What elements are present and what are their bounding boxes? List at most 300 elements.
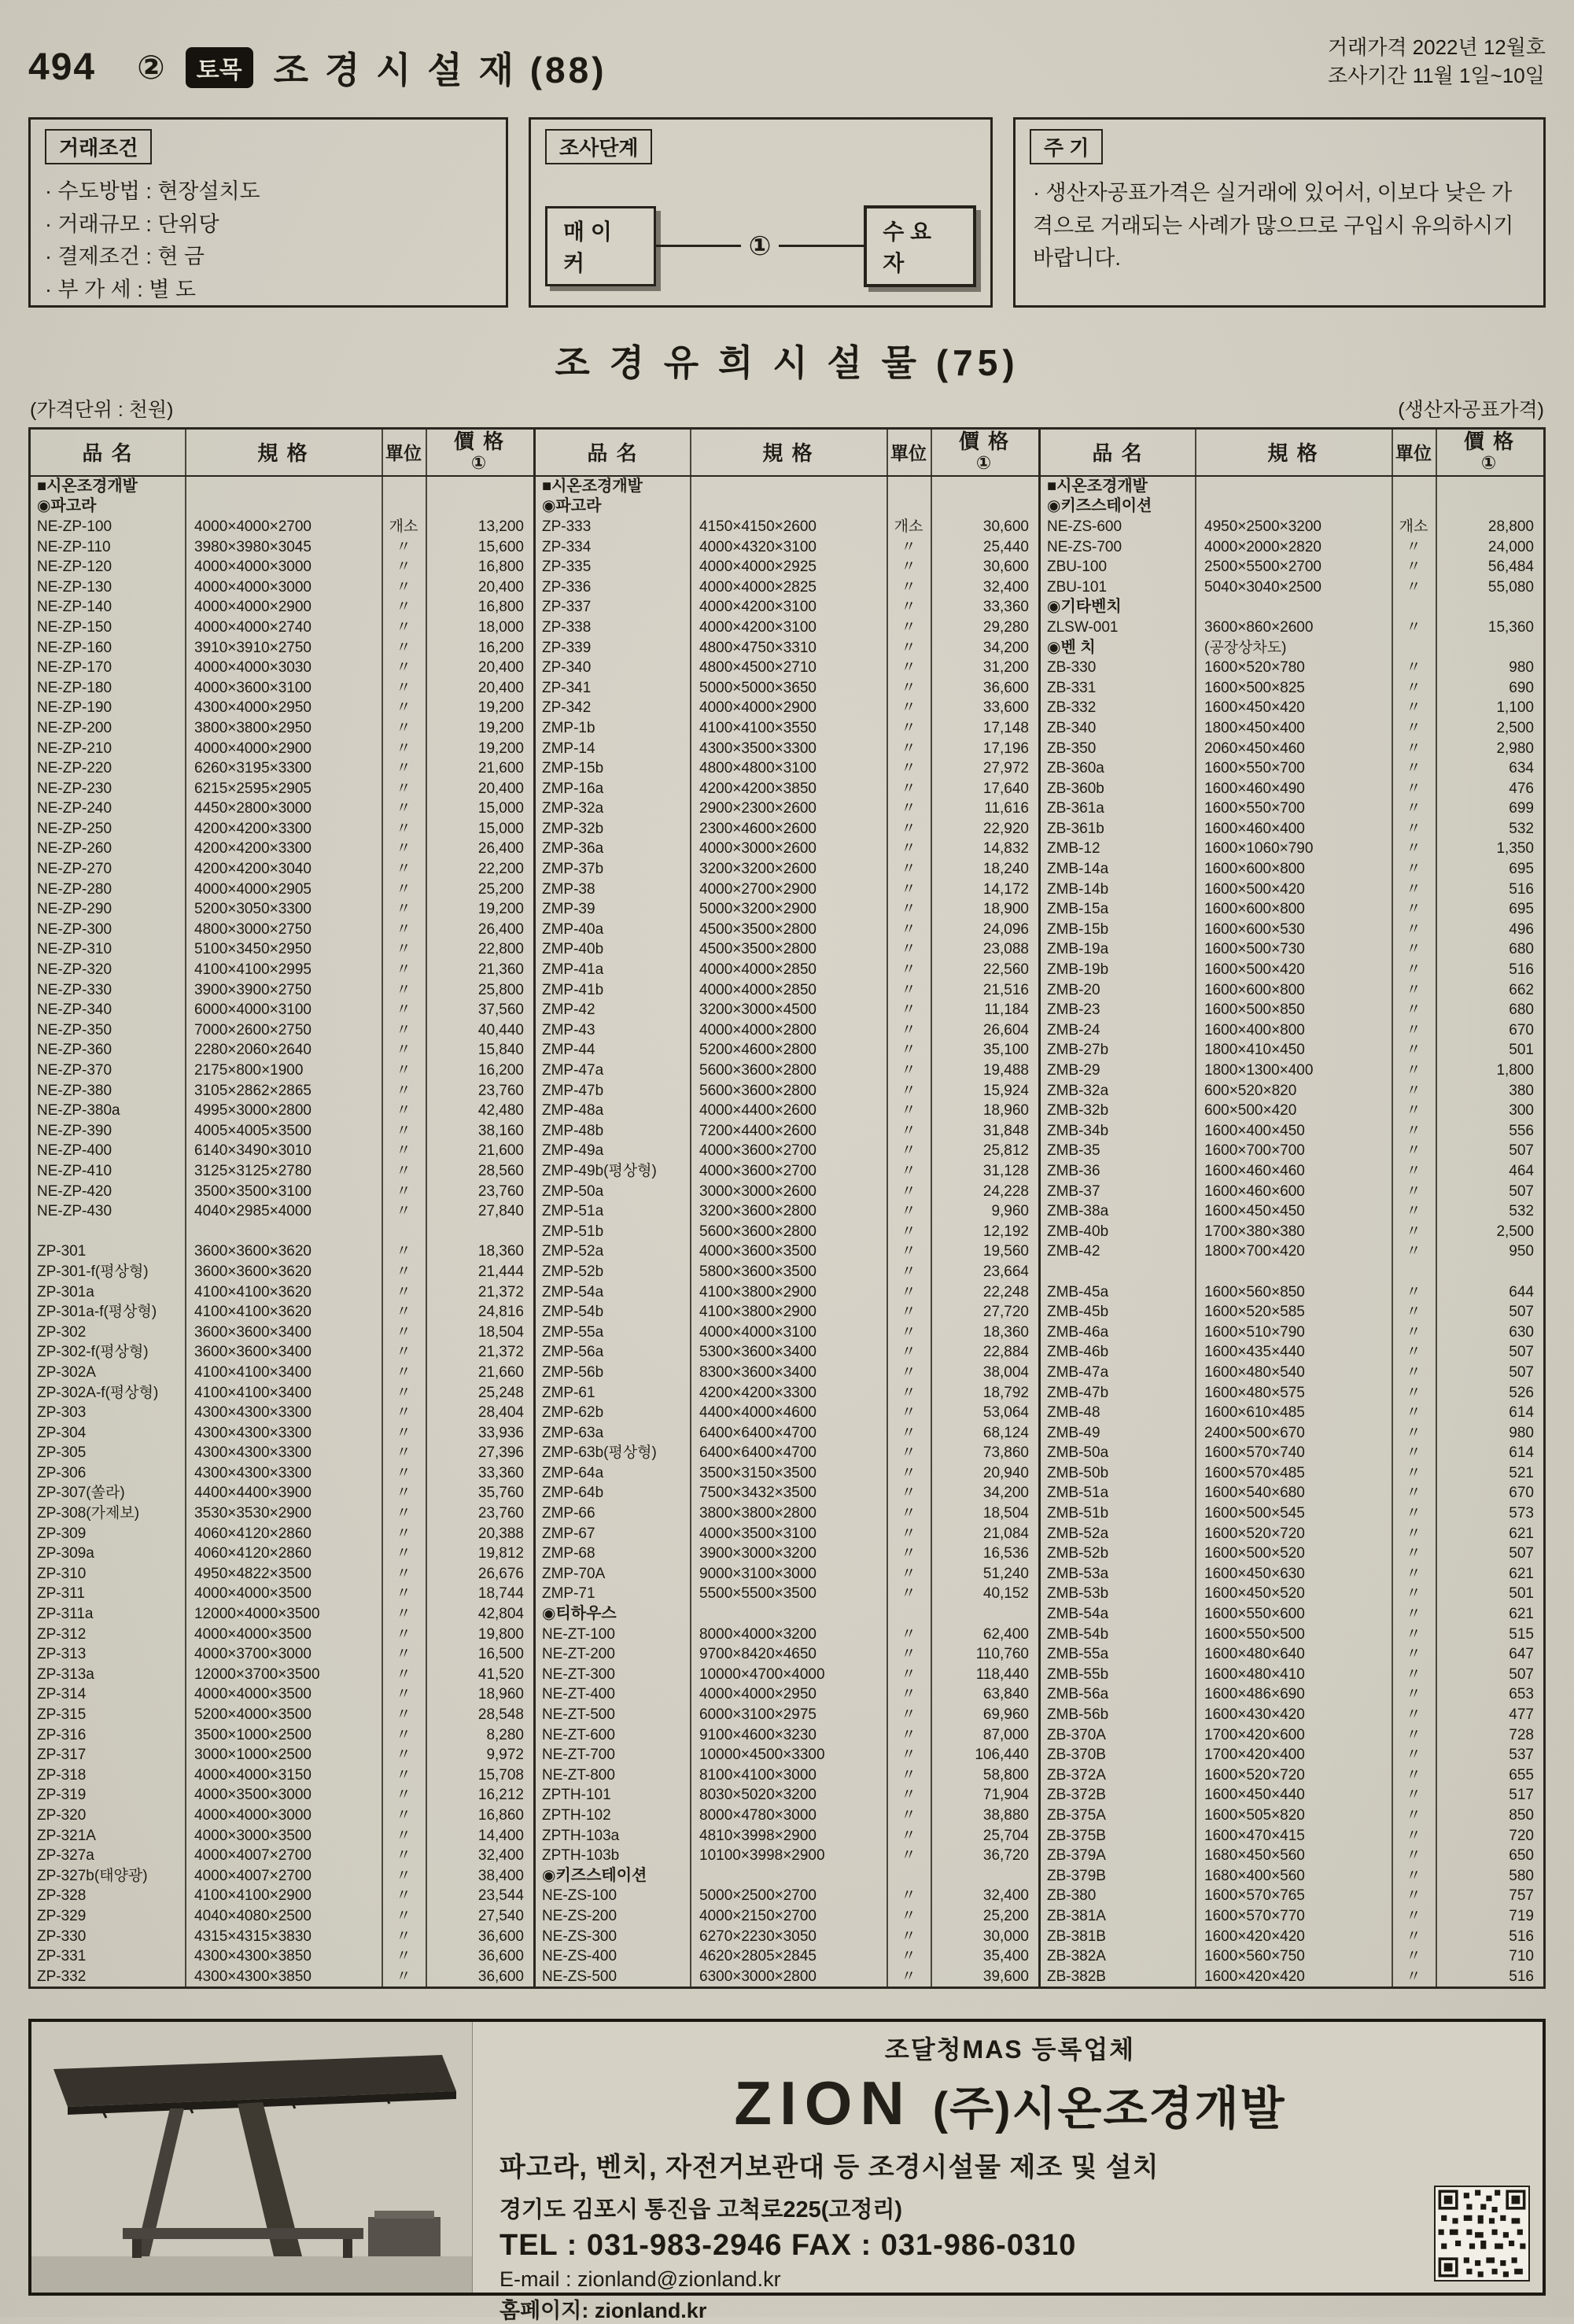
unit-cell: 〃 [396,1968,411,1985]
unit-cell: 〃 [396,820,411,837]
unit-cell: 〃 [396,1122,411,1139]
unit-cell [382,496,426,517]
item-code-cell: ZMP-52b [542,1263,604,1280]
spec-cell: 10000×4700×4000 [699,1666,825,1683]
unit-cell: 〃 [901,780,916,797]
price-cell: 21,360 [477,961,524,979]
price-cell: 380 [1509,1082,1534,1099]
item-code-cell: ZPTH-102 [542,1806,611,1824]
survey-flow-diagram [545,205,976,287]
price-cell: 71,904 [982,1787,1029,1804]
unit-cell: 〃 [901,901,916,918]
spec-cell: 7000×2600×2750 [194,1021,311,1038]
unit-cell: 〃 [901,760,916,777]
table-row [31,1806,533,1826]
qr-code [1434,2186,1530,2282]
item-code-cell: ZP-320 [37,1806,87,1824]
table-row [31,638,533,658]
unit-cell: 〃 [1406,719,1421,736]
unit-cell: 〃 [1406,901,1421,918]
table-row [536,1262,1038,1282]
table-row [536,1564,1038,1584]
flow-line [779,245,864,247]
unit-cell: 〃 [396,920,411,938]
price-cell: 25,800 [477,981,524,998]
spec-cell: 3600×3600×3400 [194,1323,311,1341]
item-code-cell: ZB-375B [1047,1827,1106,1844]
spec-cell: 3200×3200×2600 [699,861,816,878]
table-row [536,1463,1038,1484]
table-row [31,557,533,577]
price-cell: 34,200 [982,639,1029,656]
price-cell: 18,960 [982,1102,1029,1120]
spec-cell: 2300×4600×2600 [699,820,816,837]
price-cell: 42,480 [477,1102,524,1120]
table-row [1041,1463,1543,1484]
spec-cell: 4000×4000×3030 [194,659,311,677]
price-cell: 41,520 [477,1666,524,1683]
unit-cell: 〃 [396,1142,411,1160]
item-code-cell: ZMP-37b [542,861,604,878]
table-row [31,618,533,638]
item-code-cell: ■시온조경개발 [542,477,643,495]
item-code-cell: ◉파고라 [542,497,602,515]
table-row [31,1020,533,1041]
table-row [1041,1363,1543,1383]
item-code-cell: ZMP-67 [542,1525,595,1542]
spec-cell: 1600×400×450 [1204,1122,1305,1139]
table-row [31,1584,533,1604]
item-code-cell: ZP-321A [37,1827,96,1844]
unit-cell: 〃 [901,1122,916,1139]
table-row [1041,1927,1543,1947]
unit-cell: 〃 [901,1485,916,1502]
item-code-cell: NE-ZP-370 [37,1062,112,1079]
price-cell: 24,816 [477,1304,524,1321]
table-row [31,1201,533,1222]
col-header-price [1436,430,1543,475]
spec-cell [690,496,887,517]
table-row [536,1665,1038,1685]
spec-cell: 1600×560×850 [1204,1283,1305,1300]
unit-cell: 〃 [901,800,916,817]
unit-cell: 〃 [901,981,916,998]
spec-cell: 3200×3000×4500 [699,1002,816,1019]
item-code-cell: ZMB-52a [1047,1525,1109,1542]
unit-cell: 〃 [396,679,411,696]
item-code-cell: ◉파고라 [37,497,97,515]
unit-cell: 〃 [901,1968,916,1985]
table-row [536,1785,1038,1806]
item-code-cell: ZMB-32b [1047,1102,1109,1120]
item-code-cell: ZMB-45a [1047,1283,1109,1300]
item-code-cell: ZMB-38a [1047,1203,1109,1220]
table-row [31,496,533,517]
spec-cell: 6400×6400×4700 [699,1444,816,1462]
unit-cell: 〃 [1406,538,1421,555]
spec-cell: 6140×3490×3010 [194,1142,311,1160]
price-cell: 26,400 [477,920,524,938]
unit-cell: 〃 [1406,1887,1421,1905]
col-header-unit: 單位 [1395,443,1432,464]
price-cell: 516 [1509,1968,1534,1985]
price-cell: 18,000 [477,618,524,636]
unit-cell: 〃 [396,1806,411,1824]
item-code-cell: ZMP-15b [542,760,604,777]
unit-cell: 〃 [1406,1243,1421,1260]
price-cell: 532 [1509,1203,1534,1220]
item-code-cell: ZMP-43 [542,1021,595,1038]
table-row [31,1081,533,1101]
item-code-cell: ZP-306 [37,1464,87,1481]
unit-cell: 〃 [901,840,916,858]
price-cell: 507 [1509,1545,1534,1562]
table-row [31,1483,533,1503]
table-row [1041,1584,1543,1604]
unit-cell: 〃 [1406,1666,1421,1683]
price-cell: 20,400 [477,578,524,596]
table-row [536,1806,1038,1826]
item-code-cell: ZMP-41b [542,981,604,998]
stage-circle-icon: ① [748,231,772,261]
item-code-cell: ZP-314 [37,1686,87,1703]
item-code-cell: ZP-309 [37,1525,87,1542]
spec-cell [1195,477,1392,497]
unit-cell: 〃 [396,559,411,576]
table-row [536,1423,1038,1444]
trade-conditions-box [28,117,508,308]
price-cell: 26,400 [477,840,524,858]
unit-cell: 〃 [1406,679,1421,696]
spec-cell: 4000×4200×3100 [699,599,816,616]
unit-cell: 〃 [901,1625,916,1643]
price-cell: 30,000 [982,1927,1029,1945]
price-cell: 33,936 [477,1424,524,1441]
unit-cell: 〃 [396,780,411,797]
item-code-cell: ZMB-32a [1047,1082,1109,1099]
price-cell: 19,200 [477,699,524,717]
unit-cell: 〃 [1406,1747,1421,1764]
price-table [28,427,1546,1990]
spec-cell: 3900×3900×2750 [194,981,311,998]
spec-cell: 1600×500×420 [1204,880,1305,898]
table-row [31,1604,533,1625]
trade-conditions-label: 거래조건 [45,129,152,164]
unit-cell: 〃 [396,901,411,918]
unit-cell: 〃 [396,1263,411,1280]
table-row [31,678,533,699]
spec-cell: 1600×450×520 [1204,1585,1305,1603]
col-header-spec: 規 格 [257,441,309,466]
table-row [536,899,1038,920]
spec-cell: 4400×4000×4600 [699,1404,816,1422]
spec-cell: 4000×4000×2905 [194,880,311,898]
item-code-cell: ZMB-40b [1047,1223,1109,1240]
table-row [1041,1604,1543,1625]
unit-cell: 〃 [901,880,916,898]
item-code-cell: NE-ZS-300 [542,1927,617,1945]
unit-cell: 〃 [396,1304,411,1321]
item-code-cell: NE-ZP-280 [37,880,112,898]
table-row [536,1524,1038,1544]
item-code-cell: ZMB-54a [1047,1606,1109,1623]
item-code-cell: ZMP-66 [542,1505,595,1522]
spec-cell: 1600×500×420 [1204,961,1305,979]
spec-cell: 600×500×420 [1204,1102,1297,1120]
item-code-cell: NE-ZP-140 [37,599,112,616]
unit-cell: 〃 [1406,1485,1421,1502]
price-cell: 37,560 [477,1002,524,1019]
unit-cell: 〃 [901,1142,916,1160]
spec-cell: 2900×2300×2600 [699,800,816,817]
table-row [536,779,1038,799]
spec-cell: 1600×450×630 [1204,1565,1305,1582]
unit-cell: 〃 [901,1726,916,1743]
price-cell: 18,792 [982,1384,1029,1401]
item-code-cell: ZMP-56a [542,1344,604,1361]
spec-cell: 1600×435×440 [1204,1344,1305,1361]
spec-cell: 1800×450×400 [1204,719,1305,736]
unit-cell: 〃 [396,1927,411,1945]
spec-cell: 4800×4800×3100 [699,760,816,777]
table-row [1041,1886,1543,1906]
table-row [536,739,1038,759]
table-row [536,1503,1038,1524]
unit-cell: 〃 [901,578,916,596]
price-cell [426,477,533,497]
unit-cell: 〃 [901,599,916,616]
condition-item: · 부 가 세 : 별 도 [45,278,196,302]
table-row [1041,1262,1543,1282]
price-cell: 670 [1509,1485,1534,1502]
table-row [31,1886,533,1906]
item-code-cell: ZMB-19a [1047,941,1109,958]
condition-item: · 수도방법 : 현장설치도 [45,179,260,203]
item-code-cell: ZB-380 [1047,1887,1097,1905]
table-row [1041,1967,1543,1987]
price-cell: 556 [1509,1122,1534,1139]
unit-cell: 〃 [901,538,916,555]
price-cell: 63,840 [982,1686,1029,1703]
spec-cell: 2060×450×460 [1204,740,1305,757]
table-row [536,577,1038,598]
spec-cell: 5000×5000×3650 [699,679,816,696]
spec-cell: 3600×860×2600 [1204,618,1314,636]
spec-cell: 4300×4300×3300 [194,1404,311,1422]
price-cell: 15,000 [477,820,524,837]
item-code-cell: ZP-327a [37,1847,94,1865]
table-row [31,899,533,920]
price-cell: 22,920 [982,820,1029,837]
unit-cell: 〃 [901,920,916,938]
price-cell: 31,848 [982,1122,1029,1139]
price-cell: 950 [1509,1243,1534,1260]
spec-cell: 2400×500×670 [1204,1424,1305,1441]
price-cell: 32,400 [982,578,1029,596]
table-row [536,1846,1038,1866]
unit-cell: 〃 [1406,1686,1421,1703]
spec-cell: 2280×2060×2640 [194,1042,311,1059]
spec-cell: 1600×480×540 [1204,1363,1305,1381]
spec-cell [1195,1262,1392,1282]
unit-cell: 〃 [1406,1162,1421,1179]
item-code-cell: ZMB-36 [1047,1162,1100,1179]
item-code-cell: NE-ZP-420 [37,1182,112,1200]
table-row [1041,960,1543,980]
spec-cell: 1600×570×765 [1204,1887,1305,1905]
table-row [536,537,1038,558]
price-cell: 22,884 [982,1344,1029,1361]
unit-cell: 〃 [901,1464,916,1481]
item-code-cell: ZB-372B [1047,1787,1106,1804]
unit-cell: 〃 [396,880,411,898]
table-row [31,1423,533,1444]
item-code-cell: ZP-302-f(평상형) [37,1344,149,1361]
price-cell: 33,600 [982,699,1029,717]
price-cell: 507 [1509,1344,1534,1361]
table-row [536,1644,1038,1665]
price-cell: 501 [1509,1042,1534,1059]
item-code-cell: NE-ZT-100 [542,1625,615,1643]
item-code-cell: ZMB-56a [1047,1686,1109,1703]
unit-cell: 〃 [1406,1787,1421,1804]
item-code-cell: NE-ZP-120 [37,559,112,576]
table-row [31,1222,533,1242]
table-row [1041,1040,1543,1061]
item-code-cell: ZP-311 [37,1585,85,1603]
table-header [1041,430,1543,477]
spec-cell: 4000×4000×3000 [194,578,311,596]
table-row [31,880,533,900]
item-code-cell: NE-ZT-400 [542,1686,615,1703]
unit-cell: 〃 [1406,1042,1421,1059]
spec-cell: 1600×600×800 [1204,981,1305,998]
spec-cell: 4000×3600×3500 [699,1243,816,1260]
table-row [536,1765,1038,1786]
unit-cell: 〃 [1406,1323,1421,1341]
price-cell: 26,676 [477,1565,524,1582]
unit-cell: 〃 [1406,1827,1421,1844]
table-row [536,1927,1038,1947]
table-row [536,819,1038,839]
spec-cell: 1600×450×420 [1204,699,1305,717]
item-code-cell: ZMB-47b [1047,1384,1109,1401]
item-code-cell: ZB-350 [1047,740,1097,757]
item-code-cell [31,1222,185,1242]
table-row [1041,1946,1543,1967]
unit-cell: 〃 [1406,1062,1421,1079]
unit-cell: 개소 [389,518,418,535]
price-cell: 662 [1509,981,1534,998]
price-cell: 31,200 [982,659,1029,677]
table-row [31,1524,533,1544]
unit-cell: 〃 [901,679,916,696]
unit-cell: 〃 [901,1806,916,1824]
price-header-text: 價 格 [1463,429,1516,453]
col-header-name: 品 名 [1092,441,1144,466]
note-box [1013,117,1546,308]
price-header-circle: ① [975,452,993,473]
unit-cell: 〃 [396,1082,411,1099]
price-cell: 18,504 [477,1323,524,1341]
item-code-cell: ZP-305 [37,1444,87,1462]
spec-cell [690,477,887,497]
spec-cell: 8030×5020×3200 [699,1787,816,1804]
table-row [1041,1222,1543,1242]
unit-cell: 〃 [396,1686,411,1703]
item-code-cell: ZMB-35 [1047,1142,1100,1160]
table-row [536,1363,1038,1383]
spec-cell: 4300×4300×3300 [194,1444,311,1462]
price-cell: 2,500 [1496,1223,1534,1240]
price-cell: 16,212 [477,1787,524,1804]
item-code-cell: ZMP-16a [542,780,604,797]
table-row [31,799,533,819]
unit-cell: 〃 [396,1887,411,1905]
spec-cell: 6000×3100×2975 [699,1706,816,1723]
unit-cell: 〃 [901,1182,916,1200]
price-cell [931,496,1038,517]
unit-cell: 〃 [901,1203,916,1220]
table-row [536,618,1038,638]
price-cell: 16,860 [477,1806,524,1824]
price-cell: 35,100 [982,1042,1029,1059]
item-code-cell: ZMB-27b [1047,1042,1109,1059]
spec-cell: 1680×400×560 [1204,1867,1305,1884]
spec-cell: 3105×2862×2865 [194,1082,311,1099]
unit-cell: 〃 [901,719,916,736]
unit-cell: 〃 [1406,1606,1421,1623]
spec-cell: 1600×460×490 [1204,780,1305,797]
item-code-cell: NE-ZS-200 [542,1907,617,1924]
spec-cell: 10000×4500×3300 [699,1747,825,1764]
table-row [31,1544,533,1564]
item-code-cell: ZP-301 [37,1243,87,1260]
table-row [1041,1443,1543,1463]
table-row [31,779,533,799]
spec-cell: 1680×450×560 [1204,1847,1305,1865]
item-code-cell: ZMP-70A [542,1565,606,1582]
item-code-cell: ZMP-56b [542,1363,604,1381]
unit-cell: 〃 [1406,1505,1421,1522]
price-cell: 28,800 [1487,518,1534,535]
item-code-cell: ZMP-63b(평상형) [542,1444,657,1462]
spec-cell: 3200×3600×2800 [699,1203,816,1220]
unit-cell [887,1604,931,1625]
item-code-cell: ZP-315 [37,1706,87,1723]
price-cell: 20,388 [477,1525,524,1542]
price-cell: 634 [1509,760,1534,777]
price-cell: 19,200 [477,740,524,757]
spec-cell: 4150×4150×2600 [699,518,816,535]
price-cell: 19,560 [982,1243,1029,1260]
unit-cell: 〃 [901,1283,916,1300]
unit-cell: 〃 [396,1182,411,1200]
item-code-cell: ZMB-55a [1047,1646,1109,1663]
spec-cell: 5600×3600×2800 [699,1223,816,1240]
table-row [536,1121,1038,1142]
item-code-cell: NE-ZP-230 [37,780,112,797]
price-cell [1436,496,1543,517]
item-code-cell: NE-ZP-360 [37,1042,112,1059]
unit-cell: 〃 [1406,1927,1421,1945]
price-cell: 680 [1509,941,1534,958]
price-cell: 21,600 [477,760,524,777]
unit-cell: 〃 [1406,699,1421,717]
table-row [1041,1061,1543,1081]
price-cell: 11,184 [984,1002,1029,1019]
item-code-cell: ZMP-38 [542,880,595,898]
